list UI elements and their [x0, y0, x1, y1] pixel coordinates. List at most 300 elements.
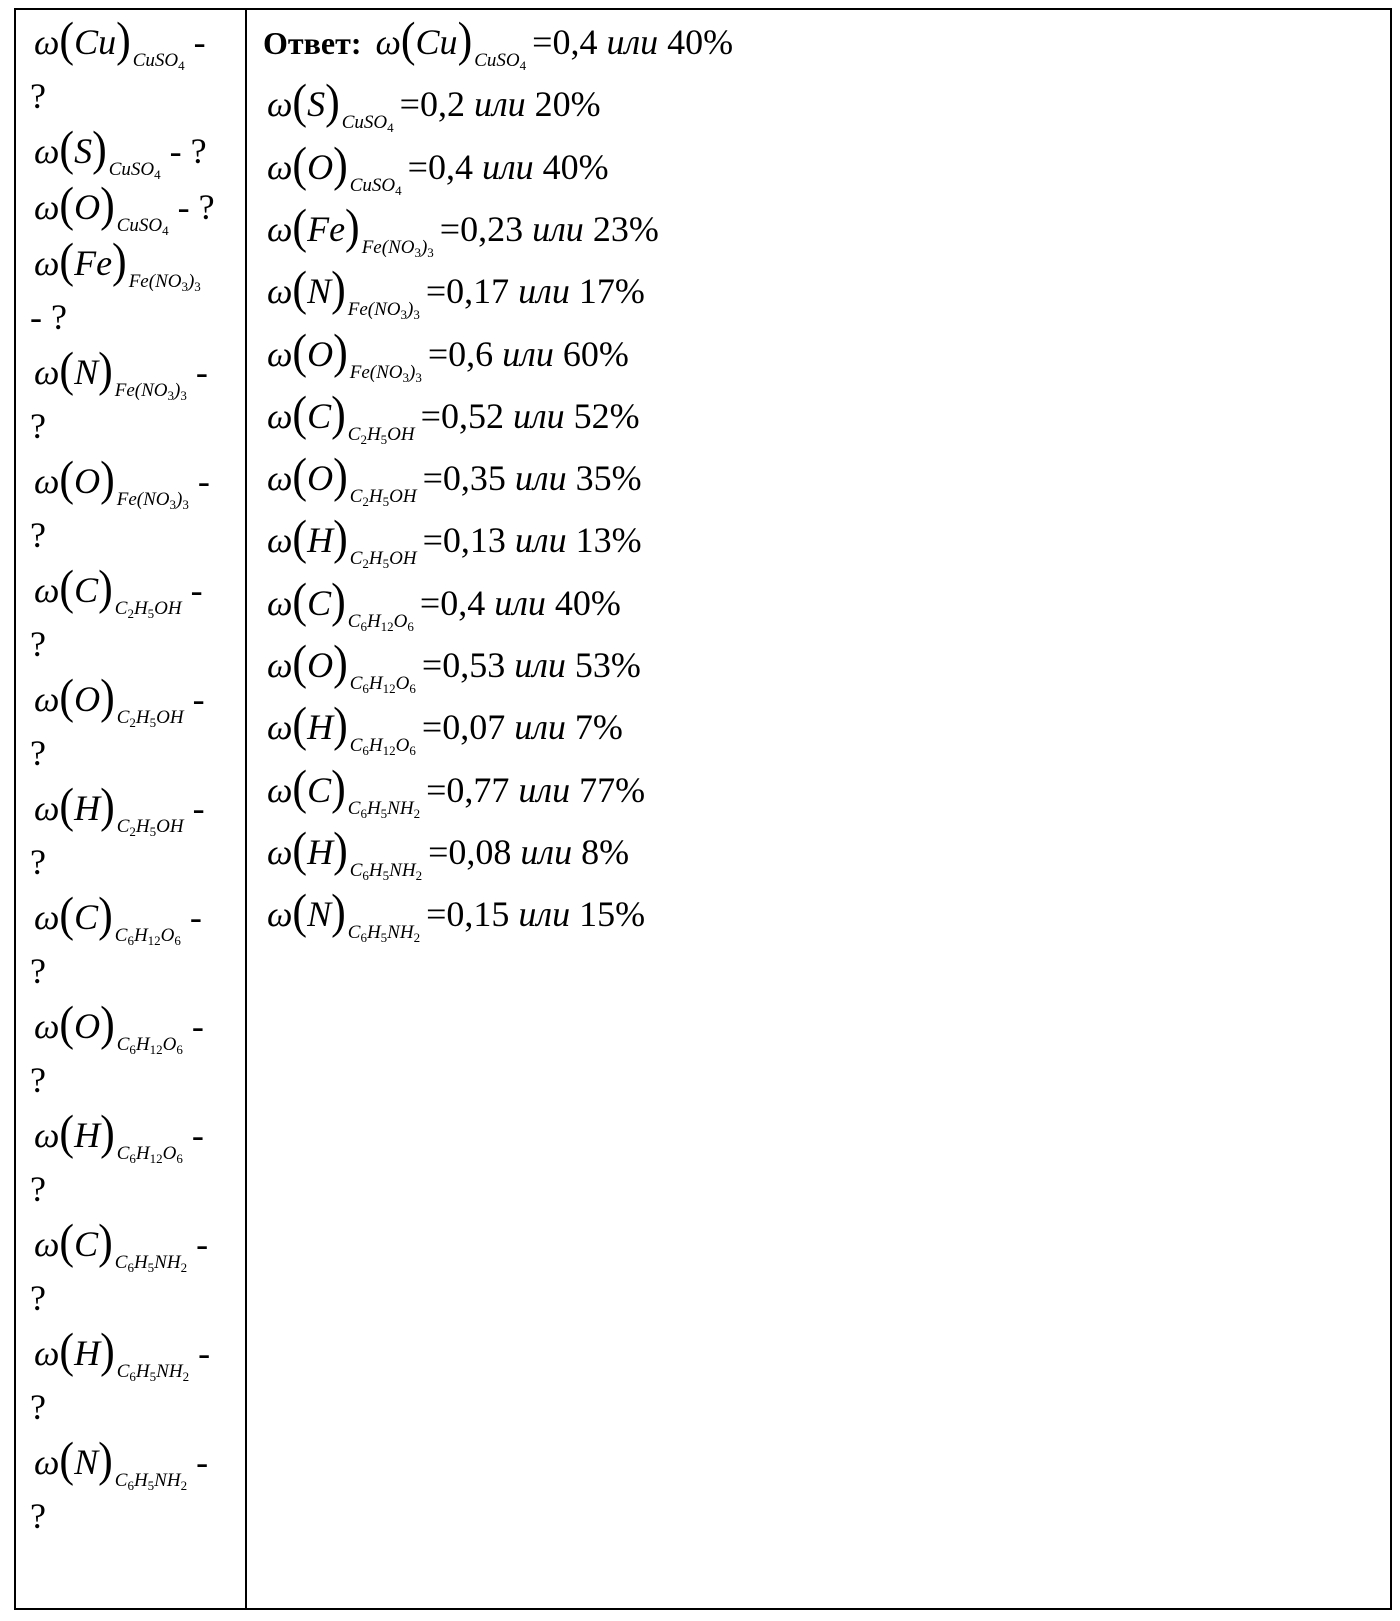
given-item	[34, 177, 215, 241]
or-word: или	[514, 458, 567, 499]
formula-subscript: Fe(NO3)3	[128, 271, 201, 294]
omega-symbol: ω	[34, 1115, 60, 1155]
element-symbol: S	[74, 131, 93, 171]
answer-row	[267, 137, 609, 201]
formula-subscript: C2H5OH	[114, 598, 182, 621]
element-symbol: O	[74, 187, 101, 227]
dash-question: - ?	[160, 131, 207, 171]
given-item	[34, 342, 208, 406]
fraction-value: 0,4	[552, 22, 598, 62]
subscript-index: 6	[174, 933, 181, 948]
or-word: или	[606, 22, 659, 62]
omega-symbol: ω	[267, 458, 293, 499]
given-question: - ?	[30, 297, 67, 337]
omega-symbol: ω	[267, 769, 293, 810]
given-question: ?	[30, 1496, 46, 1536]
element-symbol: C	[74, 897, 99, 937]
percent-value: 23%	[592, 208, 659, 249]
or-word: или	[502, 333, 554, 374]
formula-subscript: C6H12O6	[116, 1034, 183, 1057]
paren-close: )	[333, 635, 348, 690]
subscript-index: 4	[162, 223, 169, 238]
or-word: или	[473, 84, 526, 125]
percent-value: 53%	[574, 645, 641, 685]
fraction-value: 0,07	[442, 707, 506, 748]
element-symbol: O	[74, 461, 101, 501]
paren-open: (	[400, 12, 416, 67]
paren-close: )	[112, 233, 127, 288]
equals-sign: =	[532, 22, 553, 62]
equals-sign: =	[426, 769, 447, 810]
element-symbol: N	[307, 271, 332, 312]
equals-sign: =	[422, 458, 443, 499]
subscript-index: 6	[360, 930, 367, 946]
formula-subscript: C2H5OH	[116, 707, 184, 730]
given-item	[34, 1214, 209, 1278]
subscript-index: 4	[519, 58, 527, 73]
element-symbol: H	[74, 1333, 101, 1373]
answer-row	[267, 261, 645, 325]
subscript-index: 6	[176, 1151, 183, 1166]
answer-row	[267, 448, 642, 512]
equals-sign: =	[407, 146, 428, 187]
paren-close: )	[92, 121, 107, 176]
paren-close: )	[98, 1214, 113, 1269]
percent-value: 40%	[542, 146, 609, 187]
paren-close: )	[333, 510, 348, 565]
dash-question: -	[184, 22, 206, 62]
subscript-index: 3	[169, 497, 176, 512]
answer-row	[267, 760, 646, 824]
equals-sign: =	[427, 333, 449, 374]
percent-value: 8%	[581, 831, 630, 872]
answer-row	[267, 635, 641, 699]
element-symbol: C	[307, 395, 332, 436]
omega-symbol: ω	[34, 22, 60, 62]
given-item	[34, 1105, 204, 1169]
dash-question: -	[180, 897, 202, 937]
subscript-index: 5	[380, 930, 388, 946]
omega-symbol: ω	[34, 1442, 60, 1482]
formula-subscript: CuSO4	[474, 50, 527, 73]
omega-symbol: ω	[34, 131, 60, 171]
subscript-index: 6	[409, 681, 416, 696]
formula-subscript: CuSO4	[116, 215, 169, 238]
paren-close: )	[100, 1105, 115, 1160]
paren-open: (	[59, 1105, 75, 1160]
equals-sign: =	[426, 894, 447, 935]
dash-question: -	[182, 1115, 204, 1155]
subscript-index: 5	[147, 606, 155, 621]
element-symbol: O	[74, 679, 101, 719]
percent-value: 35%	[575, 458, 642, 499]
paren-open: (	[59, 233, 75, 288]
or-word: или	[494, 582, 546, 623]
dash-question: - ?	[168, 187, 215, 227]
subscript-index: 6	[362, 867, 369, 883]
subscript-index: 12	[382, 681, 396, 696]
formula-subscript: Fe(NO3)3	[361, 236, 434, 260]
dash-question: -	[187, 1442, 209, 1482]
answer-row	[267, 573, 621, 637]
paren-open: (	[292, 510, 308, 565]
omega-symbol: ω	[267, 707, 293, 748]
percent-value: 7%	[574, 707, 623, 748]
omega-symbol: ω	[34, 897, 60, 937]
subscript-index: 6	[360, 618, 367, 634]
paren-close: )	[100, 669, 115, 724]
element-symbol: O	[307, 458, 334, 499]
percent-value: 17%	[578, 271, 645, 312]
or-word: или	[512, 395, 565, 436]
fraction-value: 0,4	[440, 582, 486, 623]
subscript-index: 5	[147, 1260, 155, 1275]
subscript-index: 6	[129, 1042, 136, 1057]
equals-sign: =	[425, 271, 447, 312]
percent-value: 77%	[579, 769, 646, 810]
paren-open: (	[292, 573, 308, 628]
paren-open: (	[292, 324, 308, 378]
given-item	[34, 12, 206, 76]
subscript-index: 6	[409, 743, 416, 759]
omega-symbol: ω	[34, 1333, 60, 1373]
answer-row	[263, 12, 734, 76]
subscript-index: 6	[127, 933, 134, 948]
given-item	[34, 669, 205, 733]
equals-sign: =	[420, 395, 441, 436]
answer-row	[267, 386, 640, 450]
given-item	[34, 996, 204, 1060]
formula-subscript: C2H5OH	[116, 816, 184, 839]
element-symbol: S	[307, 84, 326, 125]
answer-row	[267, 510, 642, 574]
subscript-index: 6	[129, 1151, 136, 1166]
subscript-index: 3	[181, 279, 188, 294]
dash-question: -	[181, 570, 203, 610]
paren-close: )	[98, 560, 113, 615]
or-word: или	[518, 271, 570, 312]
formula-subscript: CuSO4	[108, 159, 161, 182]
paren-close: )	[331, 261, 346, 316]
given-item	[34, 1323, 211, 1387]
paren-open: (	[292, 448, 308, 503]
formula-subscript: Fe(NO3)3	[116, 489, 189, 512]
subscript-index: 2	[129, 824, 136, 839]
given-question: ?	[30, 842, 46, 882]
dash-question: -	[189, 1333, 211, 1373]
subscript-index: 12	[382, 743, 396, 759]
paren-open: (	[292, 386, 308, 441]
answer-row	[267, 199, 659, 263]
subscript-index: 6	[176, 1042, 183, 1057]
given-question: ?	[30, 1060, 46, 1100]
formula-subscript: CuSO4	[341, 112, 394, 136]
solution-table	[14, 8, 1392, 1610]
subscript-index: 3	[182, 497, 189, 512]
given-item	[34, 1432, 209, 1496]
subscript-index: 2	[362, 494, 369, 510]
omega-symbol: ω	[34, 187, 60, 227]
omega-symbol: ω	[267, 271, 293, 312]
dash-question: -	[183, 788, 205, 828]
element-symbol: O	[307, 645, 334, 685]
formula-subscript: C2H5OH	[349, 548, 417, 572]
percent-value: 60%	[562, 333, 629, 374]
element-symbol: N	[74, 1442, 99, 1482]
subscript-index: 2	[360, 431, 367, 447]
paren-open: (	[292, 199, 308, 254]
fraction-value: 0,52	[440, 395, 504, 436]
paren-close: )	[98, 887, 113, 942]
fraction-value: 0,15	[446, 894, 510, 935]
omega-symbol: ω	[267, 333, 293, 374]
paren-open: (	[59, 560, 75, 615]
omega-symbol: ω	[34, 243, 60, 283]
or-word: или	[514, 645, 566, 685]
paren-open: (	[59, 887, 75, 942]
subscript-index: 5	[380, 805, 388, 821]
omega-symbol: ω	[267, 395, 293, 436]
given-question: ?	[30, 515, 46, 555]
subscript-index: 5	[382, 556, 390, 572]
subscript-index: 2	[180, 1478, 188, 1493]
formula-subscript: Fe(NO3)3	[349, 361, 422, 385]
omega-symbol: ω	[34, 1224, 60, 1264]
percent-value: 40%	[554, 582, 621, 623]
paren-close: )	[100, 778, 115, 833]
formula-subscript: Fe(NO3)3	[347, 299, 420, 323]
given-item	[34, 778, 205, 842]
fraction-value: 0,53	[442, 645, 506, 685]
paren-close: )	[333, 448, 348, 503]
dash-question: -	[188, 461, 210, 501]
subscript-index: 2	[362, 556, 369, 572]
paren-close: )	[331, 573, 346, 628]
percent-value: 40%	[667, 22, 734, 62]
paren-open: (	[59, 669, 75, 724]
percent-value: 13%	[575, 520, 642, 561]
percent-value: 20%	[534, 84, 601, 125]
paren-close: )	[333, 137, 348, 191]
paren-open: (	[292, 74, 308, 129]
paren-open: (	[59, 342, 75, 397]
omega-symbol: ω	[267, 831, 293, 872]
fraction-value: 0,13	[442, 520, 506, 561]
answer-column	[247, 10, 1390, 1608]
omega-symbol: ω	[34, 788, 60, 828]
subscript-index: 12	[149, 1151, 163, 1166]
subscript-index: 5	[380, 431, 388, 447]
paren-open: (	[59, 996, 75, 1051]
given-question: ?	[30, 733, 46, 773]
given-item	[34, 560, 203, 624]
paren-close: )	[333, 822, 348, 877]
paren-open: (	[59, 121, 75, 176]
subscript-index: 4	[178, 58, 185, 73]
subscript-index: 12	[147, 933, 161, 948]
or-word: или	[532, 208, 584, 249]
element-symbol: N	[74, 352, 99, 392]
answer-row	[267, 822, 630, 886]
paren-close: )	[98, 1432, 113, 1487]
subscript-index: 6	[127, 1478, 134, 1493]
given-question: ?	[30, 1278, 46, 1318]
percent-value: 15%	[579, 894, 646, 935]
paren-open: (	[59, 1323, 75, 1378]
formula-subscript: C6H5NH2	[347, 797, 421, 821]
paren-open: (	[292, 760, 308, 814]
subscript-index: 3	[402, 369, 409, 385]
given-question: ?	[30, 1387, 46, 1427]
equals-sign: =	[422, 520, 443, 561]
given-column	[16, 10, 245, 1608]
equals-sign: =	[419, 582, 441, 623]
element-symbol: Cu	[415, 22, 458, 62]
dash-question: -	[183, 679, 205, 719]
paren-open: (	[59, 778, 75, 833]
given-question: ?	[30, 406, 46, 446]
subscript-index: 3	[194, 279, 201, 294]
given-item	[34, 887, 202, 951]
or-word: или	[518, 894, 571, 935]
dash-question: -	[187, 1224, 209, 1264]
subscript-index: 6	[129, 1369, 136, 1384]
paren-close: )	[333, 697, 348, 752]
subscript-index: 2	[413, 805, 421, 821]
omega-symbol: ω	[34, 679, 60, 719]
subscript-index: 3	[427, 244, 434, 260]
paren-open: (	[59, 12, 75, 67]
subscript-index: 2	[180, 1260, 188, 1275]
omega-symbol: ω	[267, 645, 293, 685]
paren-close: )	[331, 386, 346, 441]
subscript-index: 5	[147, 1478, 155, 1493]
paren-close: )	[100, 996, 115, 1051]
formula-subscript: C6H5NH2	[347, 922, 421, 946]
subscript-index: 3	[180, 388, 187, 403]
element-symbol: O	[74, 1006, 101, 1046]
subscript-index: 4	[387, 120, 394, 136]
element-symbol: C	[74, 1224, 99, 1264]
formula-subscript: C6H5NH2	[349, 859, 423, 883]
formula-subscript: CuSO4	[132, 50, 185, 73]
subscript-index: 3	[167, 388, 175, 403]
equals-sign: =	[428, 831, 449, 872]
paren-open: (	[292, 822, 308, 877]
equals-sign: =	[421, 645, 443, 685]
subscript-index: 6	[360, 805, 367, 821]
subscript-index: 3	[413, 307, 420, 323]
subscript-index: 6	[362, 743, 369, 759]
paren-open: (	[292, 635, 308, 690]
element-symbol: Fe	[307, 208, 346, 249]
given-question: ?	[30, 624, 46, 664]
omega-symbol: ω	[267, 520, 293, 561]
answer-row	[267, 697, 623, 761]
element-symbol: C	[307, 582, 332, 623]
formula-subscript: C2H5OH	[347, 423, 415, 447]
subscript-index: 5	[382, 494, 390, 510]
element-symbol: H	[74, 1115, 101, 1155]
element-symbol: H	[307, 707, 334, 748]
paren-close: )	[98, 342, 113, 397]
omega-symbol: ω	[267, 582, 293, 623]
given-item	[34, 451, 210, 515]
element-symbol: C	[74, 570, 99, 610]
paren-close: )	[100, 451, 115, 506]
element-symbol: O	[307, 146, 334, 187]
fraction-value: 0,6	[448, 333, 494, 374]
subscript-index: 5	[149, 1369, 157, 1384]
subscript-index: 12	[149, 1042, 163, 1057]
paren-close: )	[100, 1323, 115, 1378]
dash-question: -	[182, 1006, 204, 1046]
subscript-index: 6	[407, 618, 414, 634]
subscript-index: 12	[380, 618, 394, 634]
given-question: ?	[30, 76, 46, 116]
answer-row	[267, 74, 601, 138]
answer-label: Ответ:	[263, 25, 362, 61]
omega-symbol: ω	[267, 84, 293, 125]
or-word: или	[520, 831, 573, 872]
paren-close: )	[116, 12, 131, 67]
or-word: или	[518, 769, 571, 810]
element-symbol: N	[307, 894, 332, 935]
paren-close: )	[345, 199, 360, 254]
omega-symbol: ω	[267, 146, 293, 187]
given-item	[34, 233, 201, 297]
subscript-index: 4	[395, 182, 402, 198]
subscript-index: 4	[154, 167, 161, 182]
paren-open: (	[292, 261, 308, 316]
subscript-index: 2	[415, 867, 423, 883]
element-symbol: O	[307, 333, 334, 374]
paren-open: (	[292, 884, 308, 939]
fraction-value: 0,35	[442, 458, 506, 499]
or-word: или	[514, 707, 566, 748]
element-symbol: Fe	[74, 243, 113, 283]
subscript-index: 2	[182, 1369, 190, 1384]
or-word: или	[481, 146, 534, 187]
paren-close: )	[331, 760, 346, 814]
paren-open: (	[59, 1214, 75, 1269]
subscript-index: 6	[362, 681, 369, 696]
subscript-index: 5	[382, 867, 390, 883]
fraction-value: 0,23	[460, 208, 524, 249]
omega-symbol: ω	[34, 352, 60, 392]
dash-question: -	[186, 352, 208, 392]
paren-close: )	[457, 12, 473, 67]
paren-open: (	[59, 1432, 75, 1487]
subscript-index: 2	[129, 715, 136, 730]
omega-symbol: ω	[34, 570, 60, 610]
equals-sign: =	[399, 84, 420, 125]
subscript-index: 2	[127, 606, 134, 621]
paren-close: )	[100, 177, 115, 232]
subscript-index: 5	[149, 824, 157, 839]
formula-subscript: C6H12O6	[116, 1143, 183, 1166]
paren-open: (	[59, 451, 75, 506]
formula-subscript: CuSO4	[349, 174, 402, 198]
formula-subscript: C6H5NH2	[116, 1361, 190, 1384]
percent-value: 52%	[573, 395, 640, 436]
formula-subscript: C6H5NH2	[114, 1470, 188, 1493]
subscript-index: 5	[149, 715, 157, 730]
formula-subscript: C6H5NH2	[114, 1252, 188, 1275]
subscript-index: 2	[413, 930, 421, 946]
equals-sign: =	[439, 208, 461, 249]
formula-subscript: Fe(NO3)3	[114, 380, 187, 403]
